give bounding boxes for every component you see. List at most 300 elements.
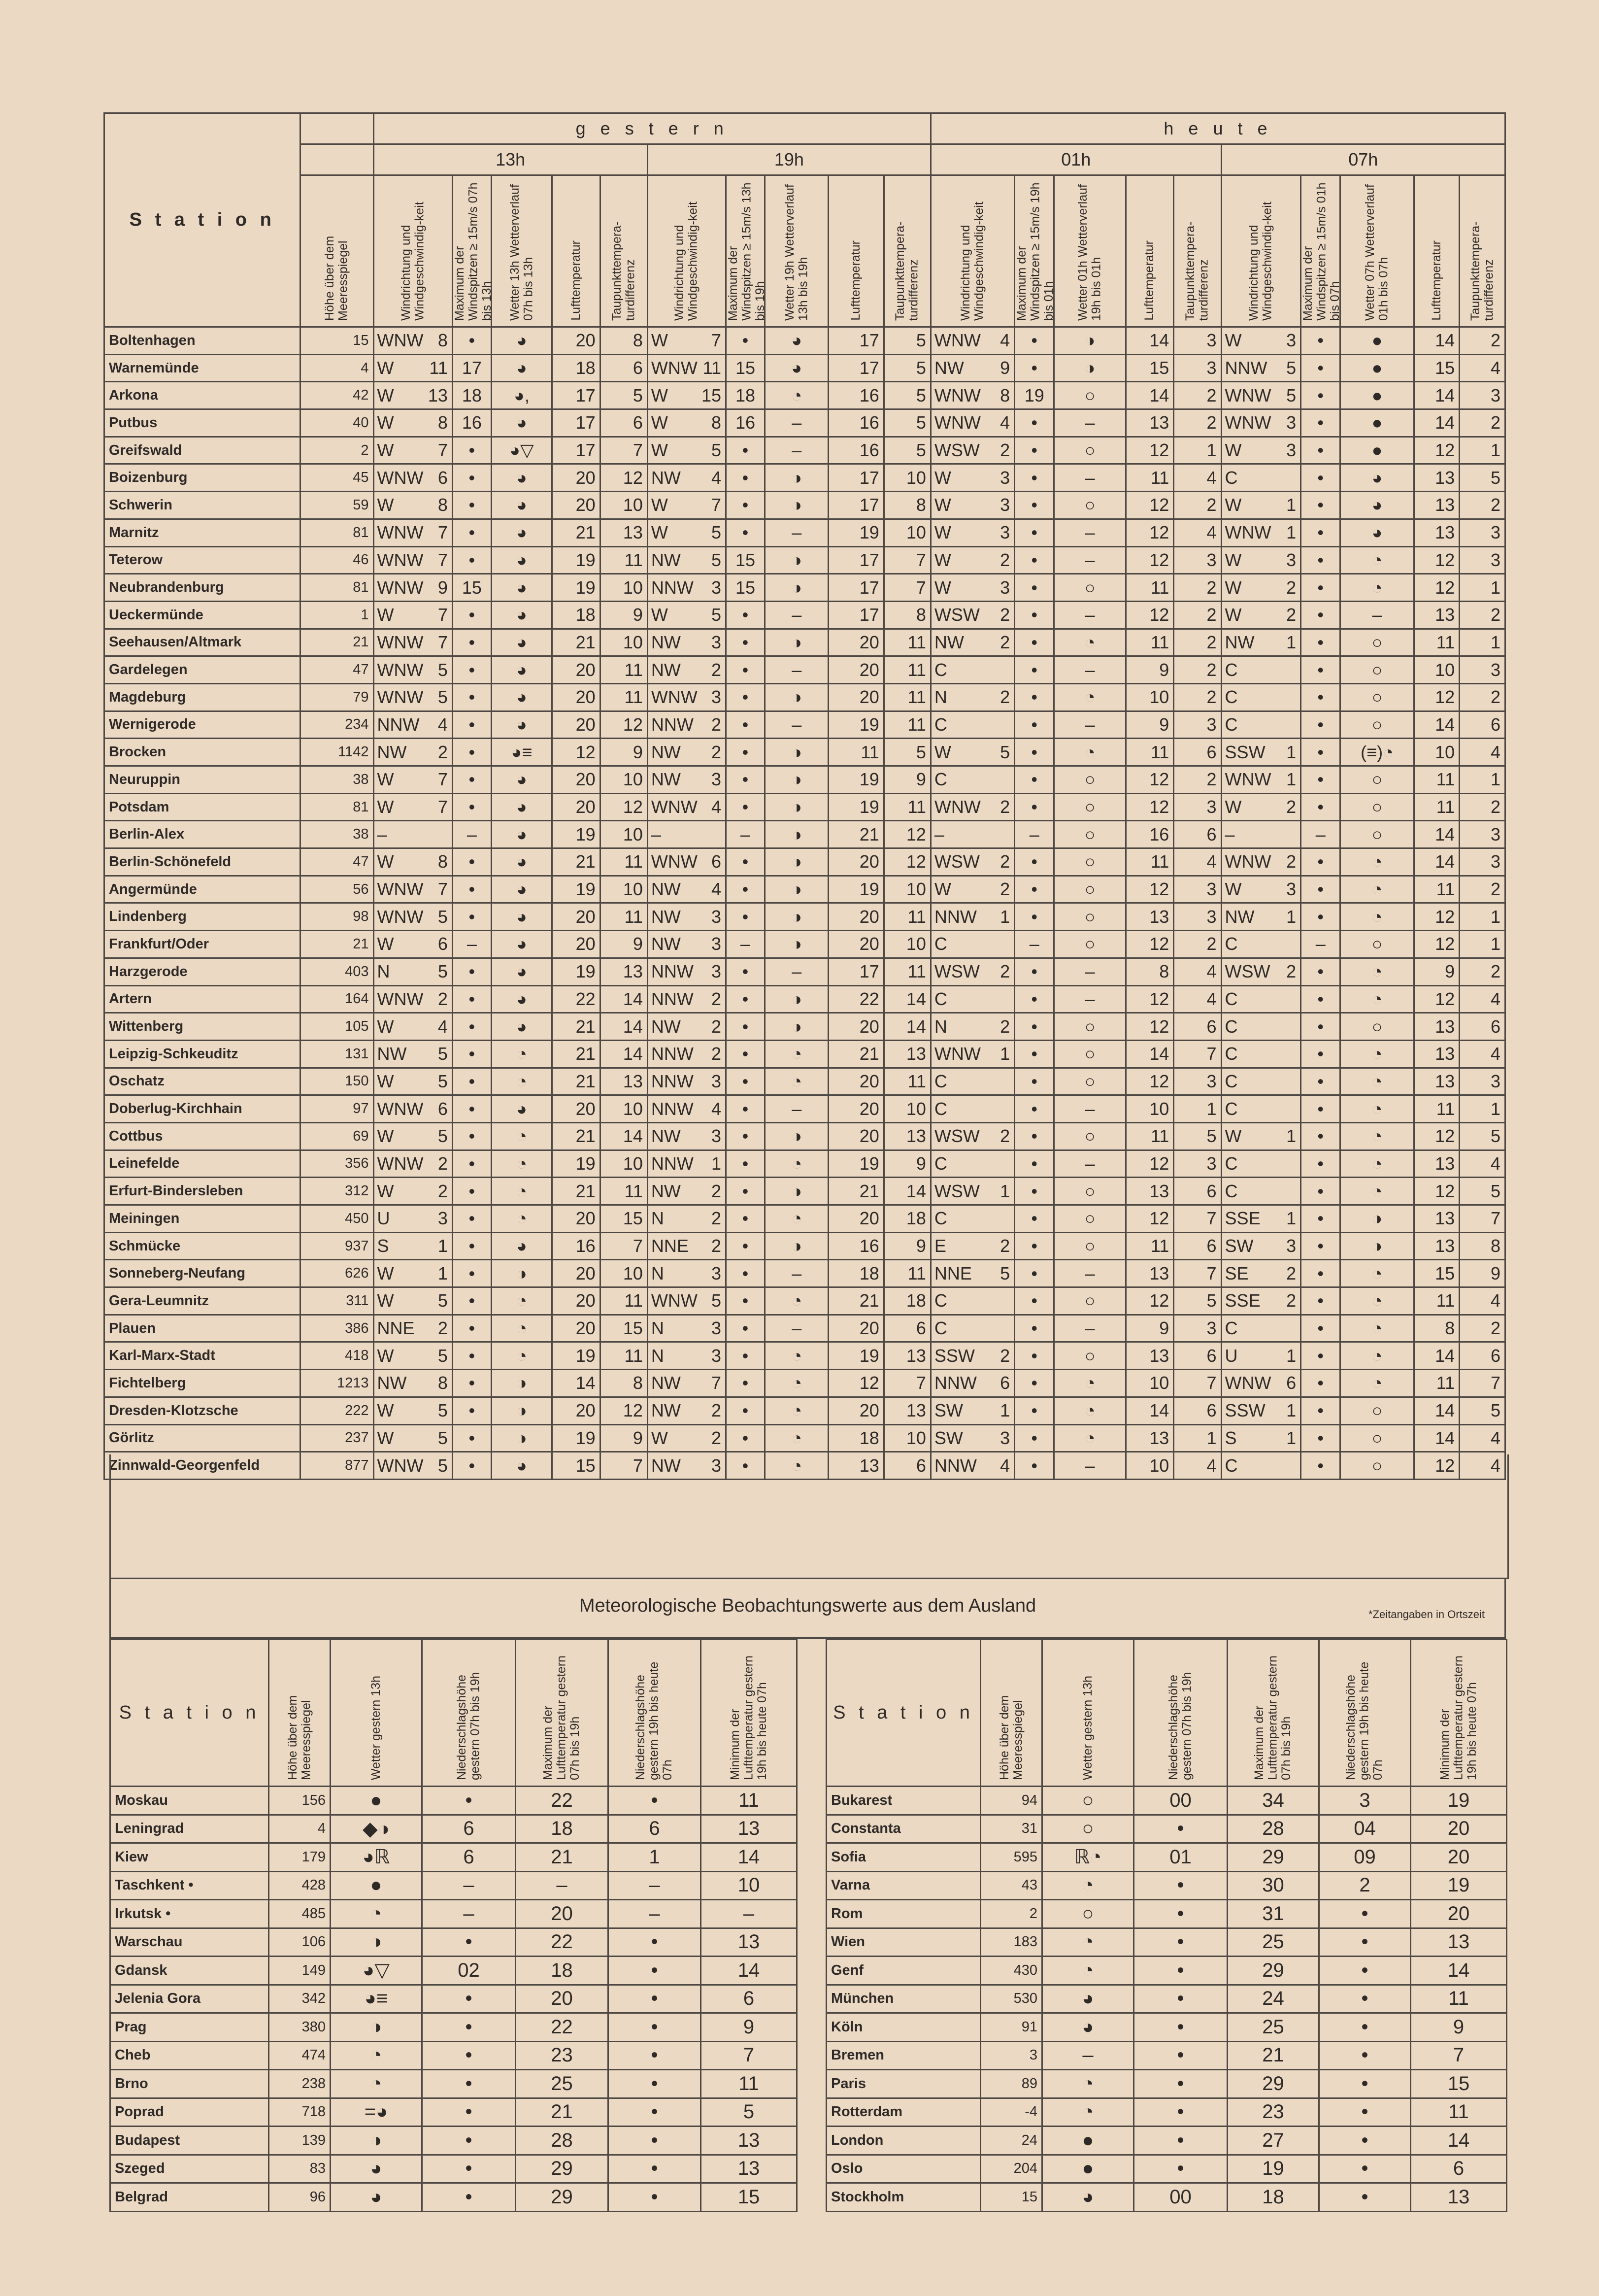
temp-19: 19 <box>829 876 884 903</box>
altitude: 15 <box>981 2183 1042 2212</box>
dewpoint-diff-13: 13 <box>600 519 647 546</box>
precip-day: • <box>422 2013 516 2042</box>
dewpoint-diff-19: 11 <box>884 656 931 684</box>
altitude: 81 <box>300 574 373 602</box>
table-row <box>104 409 1505 437</box>
wind-dir-07: C <box>1221 1013 1262 1041</box>
dewpoint-diff-07: 2 <box>1460 409 1505 437</box>
gust-07: • <box>1301 601 1340 629</box>
station-name: Neuruppin <box>104 766 300 794</box>
weather-01: – <box>1054 546 1126 574</box>
weather-19: ◑ <box>765 739 829 766</box>
dewpoint-diff-01: 2 <box>1174 656 1221 684</box>
weather-13: ◕ <box>491 354 552 382</box>
wind-dir-13: U <box>373 1205 413 1233</box>
altitude: 156 <box>269 1787 331 1815</box>
wind-speed-13: 8 <box>413 327 452 355</box>
table-row <box>104 464 1505 492</box>
precip-day: • <box>1134 2013 1228 2042</box>
station-name: Leinefelde <box>104 1150 300 1178</box>
altitude: 183 <box>981 1928 1042 1957</box>
temp-01: 16 <box>1126 821 1173 848</box>
dewpoint-diff-13: 14 <box>600 1013 647 1041</box>
weather-19: ◑ <box>765 574 829 602</box>
wind-dir-13: WNW <box>373 876 413 903</box>
precip-day: • <box>1134 2041 1228 2070</box>
gust-13: • <box>452 327 491 355</box>
dewpoint-diff-01: 3 <box>1174 1068 1221 1095</box>
temp-07: 15 <box>1414 354 1460 382</box>
table-row <box>110 2041 797 2070</box>
table-row <box>827 2098 1507 2127</box>
temp-19: 16 <box>829 382 884 409</box>
dewpoint-diff-19: 13 <box>884 1122 931 1150</box>
wind-speed-19: 4 <box>687 876 726 903</box>
weather-07: ○ <box>1340 766 1414 794</box>
station-name: Harzgerode <box>104 958 300 985</box>
temp-07: 12 <box>1414 1452 1460 1480</box>
precip-night: • <box>608 1957 701 1985</box>
dewpoint-diff-13: 10 <box>600 821 647 848</box>
temp-13: 19 <box>552 821 600 848</box>
temp-01: 12 <box>1126 437 1173 464</box>
weather-19: ◑ <box>765 546 829 574</box>
wind-speed-19: 2 <box>687 1013 726 1041</box>
gust-01: • <box>1015 1095 1054 1123</box>
max-temp: 29 <box>1228 1957 1319 1985</box>
dewpoint-diff-19: 14 <box>884 985 931 1013</box>
weather-13: ◕ <box>491 1095 552 1123</box>
station-name: Ueckermünde <box>104 601 300 629</box>
wind-speed-07: 2 <box>1262 958 1301 985</box>
altitude: 21 <box>300 629 373 656</box>
wind-dir-13: W <box>373 1342 413 1370</box>
dewpoint-diff-01: 7 <box>1174 1205 1221 1233</box>
dewpoint-diff-19: 9 <box>884 1232 931 1260</box>
wind-speed-19: 5 <box>687 519 726 546</box>
foreign-table-right <box>826 1639 1507 2212</box>
weather-07: ◔ <box>1340 1150 1414 1178</box>
temp-19: 19 <box>829 766 884 794</box>
wind-speed-01: 2 <box>973 958 1015 985</box>
table-row <box>827 2041 1507 2070</box>
weather: ◔ <box>1042 1957 1134 1985</box>
weather-07: ◔ <box>1340 985 1414 1013</box>
weather-13: ◕ <box>491 656 552 684</box>
weather-07: ○ <box>1340 793 1414 821</box>
precip-day: 00 <box>1134 1787 1228 1815</box>
dewpoint-diff-07: 2 <box>1460 327 1505 355</box>
table-row <box>104 958 1505 985</box>
wind-speed-07: 2 <box>1262 601 1301 629</box>
precip-night: 09 <box>1319 1843 1411 1872</box>
max-temp: 21 <box>1228 2041 1319 2070</box>
wind-dir-07: SE <box>1221 1260 1262 1287</box>
gust-13: • <box>452 519 491 546</box>
gust-01: • <box>1015 683 1054 711</box>
temp-07: 13 <box>1414 464 1460 492</box>
gust-07: • <box>1301 492 1340 519</box>
weather-07: ○ <box>1340 1424 1414 1452</box>
table-row <box>827 1815 1507 1843</box>
temp-01: 11 <box>1126 574 1173 602</box>
weather-07: ○ <box>1340 656 1414 684</box>
gust-19: • <box>726 1370 765 1397</box>
dewpoint-diff-07: 7 <box>1460 1370 1505 1397</box>
dewpoint-diff-01: 3 <box>1174 546 1221 574</box>
gust-19: • <box>726 1150 765 1178</box>
temp-07: 10 <box>1414 656 1460 684</box>
gust-19: 16 <box>726 409 765 437</box>
wind-speed-01: 6 <box>973 1370 1015 1397</box>
precip-night: • <box>1319 2041 1411 2070</box>
wind-dir-01: C <box>931 1205 972 1233</box>
wind-dir-19: NW <box>647 656 687 684</box>
precip-day: • <box>422 2041 516 2070</box>
weather-07: ○ <box>1340 931 1414 958</box>
temp-13: 21 <box>552 848 600 876</box>
wind-dir-13: WNW <box>373 1150 413 1178</box>
weather-19: ◑ <box>765 821 829 848</box>
wind-speed-07: 1 <box>1262 1424 1301 1452</box>
min-temp: 13 <box>701 2127 797 2155</box>
dewpoint-diff-07: 1 <box>1460 766 1505 794</box>
dewpoint-diff-19: 5 <box>884 354 931 382</box>
temp-07: 12 <box>1414 1122 1460 1150</box>
dew-01-header: Taupunkttempera-turdifferenz <box>1174 175 1221 327</box>
table-row <box>104 601 1505 629</box>
station-name: Prag <box>110 2013 269 2042</box>
gust-13: • <box>452 464 491 492</box>
altitude: 59 <box>300 492 373 519</box>
weather-07: ◔ <box>1340 1178 1414 1205</box>
temp-19: 22 <box>829 985 884 1013</box>
hour-13-header: 13h <box>373 144 647 175</box>
dewpoint-diff-01: 2 <box>1174 409 1221 437</box>
dewpoint-diff-01: 3 <box>1174 354 1221 382</box>
max-temp: 21 <box>516 1843 608 1872</box>
wind-speed-19: 4 <box>687 793 726 821</box>
weather-19: – <box>765 958 829 985</box>
table-row <box>110 1871 797 1900</box>
dewpoint-diff-13: 11 <box>600 683 647 711</box>
gust-07: • <box>1301 629 1340 656</box>
dewpoint-diff-19: 8 <box>884 492 931 519</box>
wind-speed-19: 2 <box>687 711 726 739</box>
wind-speed-13: 8 <box>413 1370 452 1397</box>
weather: ◔ <box>331 1900 422 1928</box>
gust-07: • <box>1301 409 1340 437</box>
dewpoint-diff-13: 11 <box>600 546 647 574</box>
weather: ℝ◔ <box>1042 1843 1134 1872</box>
dewpoint-diff-19: 7 <box>884 574 931 602</box>
table-row <box>104 1013 1505 1041</box>
dewpoint-diff-01: 1 <box>1174 1095 1221 1123</box>
weather-19: ◑ <box>765 1122 829 1150</box>
table-row <box>104 848 1505 876</box>
weather-19: ◑ <box>765 985 829 1013</box>
altitude: 149 <box>269 1957 331 1985</box>
wind-dir-01: NW <box>931 354 972 382</box>
precip-day: • <box>422 1928 516 1957</box>
temp-13: 20 <box>552 931 600 958</box>
dewpoint-diff-19: 11 <box>884 1068 931 1095</box>
wind-dir-01: WSW <box>931 437 972 464</box>
weather-19: – <box>765 1315 829 1342</box>
station-name: Kiew <box>110 1843 269 1872</box>
temp-13: 20 <box>552 1260 600 1287</box>
weather-13: ◕ <box>491 793 552 821</box>
precip-day: 6 <box>422 1815 516 1843</box>
precip-night: 1 <box>608 1843 701 1872</box>
temp-07: 9 <box>1414 958 1460 985</box>
weather-07: ○ <box>1340 1397 1414 1424</box>
wind-dir-19: NNW <box>647 1150 687 1178</box>
station-name: Budapest <box>110 2127 269 2155</box>
gust-13: 17 <box>452 354 491 382</box>
altitude: 356 <box>300 1150 373 1178</box>
gust-07: • <box>1301 711 1340 739</box>
station-name: Cottbus <box>104 1122 300 1150</box>
temp-01: 8 <box>1126 958 1173 985</box>
dewpoint-diff-13: 15 <box>600 1205 647 1233</box>
precip-night-header: Niederschlagshöhe gestern 19h bis heute 07h <box>608 1640 701 1787</box>
temp-13: 20 <box>552 1205 600 1233</box>
altitude: 718 <box>269 2098 331 2127</box>
weather-13: ◕ <box>491 848 552 876</box>
wind-speed-19: 2 <box>687 985 726 1013</box>
gust-19: • <box>726 601 765 629</box>
wind-dir-19: N <box>647 1342 687 1370</box>
precip-night: • <box>608 2127 701 2155</box>
weather: ◕ <box>1042 2183 1134 2212</box>
weather-19: – <box>765 711 829 739</box>
dewpoint-diff-01: 4 <box>1174 985 1221 1013</box>
temp-13: 20 <box>552 711 600 739</box>
gust-07: • <box>1301 1232 1340 1260</box>
station-name: Paris <box>827 2070 981 2098</box>
wind-dir-13: WNW <box>373 546 413 574</box>
temp-01-header: Lufttemperatur <box>1126 175 1173 327</box>
wind-dir-19: NW <box>647 629 687 656</box>
temp-01: 11 <box>1126 848 1173 876</box>
max-temp: 18 <box>1228 2183 1319 2212</box>
gust-19: • <box>726 958 765 985</box>
wind-dir-19: NNW <box>647 711 687 739</box>
gust-13: • <box>452 656 491 684</box>
temp-01: 12 <box>1126 546 1173 574</box>
table-row <box>110 2013 797 2042</box>
precip-night: – <box>608 1900 701 1928</box>
temp-01: 12 <box>1126 1287 1173 1315</box>
dewpoint-diff-13: 12 <box>600 711 647 739</box>
weather-13: ◕ <box>491 876 552 903</box>
station-name: Görlitz <box>104 1424 300 1452</box>
weather-13: ◔ <box>491 1040 552 1068</box>
dewpoint-diff-07: 6 <box>1460 1013 1505 1041</box>
wind-dir-01: NNE <box>931 1260 972 1287</box>
wind-speed-01: 2 <box>973 848 1015 876</box>
temp-19: 17 <box>829 958 884 985</box>
weather-13: ◕≡ <box>491 739 552 766</box>
precip-day: • <box>422 2155 516 2183</box>
temp-13: 12 <box>552 739 600 766</box>
wind-dir-07: C <box>1221 656 1262 684</box>
heute-header: h e u t e <box>931 113 1505 144</box>
wind-speed-01: 1 <box>973 1397 1015 1424</box>
wind-speed-13: 7 <box>413 793 452 821</box>
gust-19: • <box>726 985 765 1013</box>
gust-01: • <box>1015 1397 1054 1424</box>
altitude: 164 <box>300 985 373 1013</box>
dewpoint-diff-13: 10 <box>600 1150 647 1178</box>
dewpoint-diff-19: 18 <box>884 1205 931 1233</box>
wind-speed-19: 3 <box>687 1342 726 1370</box>
wind-dir-07: WNW <box>1221 766 1262 794</box>
altitude: 15 <box>300 327 373 355</box>
wind-speed-13: 3 <box>413 1205 452 1233</box>
precip-night: • <box>608 2041 701 2070</box>
table-row <box>110 1985 797 2013</box>
wind-speed-07 <box>1262 931 1301 958</box>
dewpoint-diff-19: 7 <box>884 546 931 574</box>
dewpoint-diff-13: 9 <box>600 601 647 629</box>
gust-01: • <box>1015 1342 1054 1370</box>
weather-07: ● <box>1340 409 1414 437</box>
max-temp: 21 <box>516 2098 608 2127</box>
weather-01: – <box>1054 519 1126 546</box>
precip-day-header: Niederschlagshöhe gestern 07h bis 19h <box>1134 1640 1228 1787</box>
weather-19: ◔ <box>765 1150 829 1178</box>
temp-13: 20 <box>552 327 600 355</box>
table-row <box>104 1150 1505 1178</box>
dewpoint-diff-07: 5 <box>1460 1178 1505 1205</box>
dewpoint-diff-13: 13 <box>600 958 647 985</box>
max-temp: 22 <box>516 1787 608 1815</box>
weather-19: – <box>765 1095 829 1123</box>
weather-01: ◑ <box>1054 354 1126 382</box>
temp-07: 11 <box>1414 793 1460 821</box>
gust-19: • <box>726 1095 765 1123</box>
precip-day: • <box>422 2183 516 2212</box>
dewpoint-diff-19: 11 <box>884 793 931 821</box>
gust-19: • <box>726 711 765 739</box>
wind-dir-07: W <box>1221 601 1262 629</box>
table-row <box>104 629 1505 656</box>
precip-day: • <box>1134 2127 1228 2155</box>
wind-dir-01: WNW <box>931 327 972 355</box>
wind-dir-07: U <box>1221 1342 1262 1370</box>
weather-01: ○ <box>1054 1287 1126 1315</box>
temp-01: 9 <box>1126 711 1173 739</box>
weather-13: ◑ <box>491 1260 552 1287</box>
table-row <box>827 2013 1507 2042</box>
weather-19: ◑ <box>765 492 829 519</box>
weather-19: ◕ <box>765 327 829 355</box>
max-temp: 25 <box>516 2070 608 2098</box>
gust-19: 15 <box>726 546 765 574</box>
wind-dir-07: WSW <box>1221 958 1262 985</box>
weather-19: ◔ <box>765 1342 829 1370</box>
wind-dir-07: C <box>1221 683 1262 711</box>
gust-13: – <box>452 821 491 848</box>
gust-13: 16 <box>452 409 491 437</box>
weather-07: ◔ <box>1340 958 1414 985</box>
temp-07: 12 <box>1414 931 1460 958</box>
weather-13: ◔ <box>491 1315 552 1342</box>
wind-dir-01: N <box>931 683 972 711</box>
dewpoint-diff-19: 5 <box>884 437 931 464</box>
gust-01: • <box>1015 656 1054 684</box>
dewpoint-diff-19: 14 <box>884 1013 931 1041</box>
temp-07: 14 <box>1414 382 1460 409</box>
dewpoint-diff-07: 4 <box>1460 985 1505 1013</box>
wind-dir-13: W <box>373 1424 413 1452</box>
wind-speed-13: 8 <box>413 409 452 437</box>
min-temp: 6 <box>1411 2155 1507 2183</box>
station-name: Potsdam <box>104 793 300 821</box>
weather-19: ◔ <box>765 1287 829 1315</box>
gust-01: • <box>1015 739 1054 766</box>
wind-speed-19: 4 <box>687 464 726 492</box>
temp-13: 18 <box>552 601 600 629</box>
temp-13: 20 <box>552 683 600 711</box>
wind-dir-19: WNW <box>647 793 687 821</box>
wind-dir-19: NW <box>647 1370 687 1397</box>
altitude: 2 <box>300 437 373 464</box>
weather-07: ◑ <box>1340 1232 1414 1260</box>
weather-13: ◕ <box>491 821 552 848</box>
weather-01: ○ <box>1054 793 1126 821</box>
min-temp: 14 <box>701 1843 797 1872</box>
wind-dir-07: W <box>1221 876 1262 903</box>
wind-speed-07 <box>1262 1095 1301 1123</box>
station-name: Arkona <box>104 382 300 409</box>
gust-19: – <box>726 821 765 848</box>
weather-01: – <box>1054 409 1126 437</box>
temp-19: 16 <box>829 437 884 464</box>
table-row <box>104 382 1505 409</box>
table-row <box>827 1900 1507 1928</box>
min-temp: 15 <box>1411 2070 1507 2098</box>
gust-01: • <box>1015 546 1054 574</box>
gust-01: • <box>1015 1205 1054 1233</box>
temp-01: 12 <box>1126 931 1173 958</box>
table-row <box>104 327 1505 355</box>
station-name: Dresden-Klotzsche <box>104 1397 300 1424</box>
weather-01: – <box>1054 1260 1126 1287</box>
gust-13: • <box>452 1342 491 1370</box>
temp-07-header: Lufttemperatur <box>1414 175 1460 327</box>
temp-13: 21 <box>552 1122 600 1150</box>
wind-dir-01: C <box>931 985 972 1013</box>
gust-19: 18 <box>726 382 765 409</box>
wind-speed-19: 2 <box>687 1424 726 1452</box>
temp-13: 20 <box>552 1397 600 1424</box>
wind-speed-19: 8 <box>687 409 726 437</box>
dewpoint-diff-01: 2 <box>1174 574 1221 602</box>
station-name: Magdeburg <box>104 683 300 711</box>
wind-dir-19: W <box>647 409 687 437</box>
gust-13: • <box>452 1287 491 1315</box>
precip-night: – <box>608 1871 701 1900</box>
wind-speed-01: 4 <box>973 1452 1015 1480</box>
wind-speed-13: 5 <box>413 1452 452 1480</box>
altitude: 45 <box>300 464 373 492</box>
max-temp: 23 <box>516 2041 608 2070</box>
temp-01: 11 <box>1126 1122 1173 1150</box>
wind-speed-19: 2 <box>687 1205 726 1233</box>
